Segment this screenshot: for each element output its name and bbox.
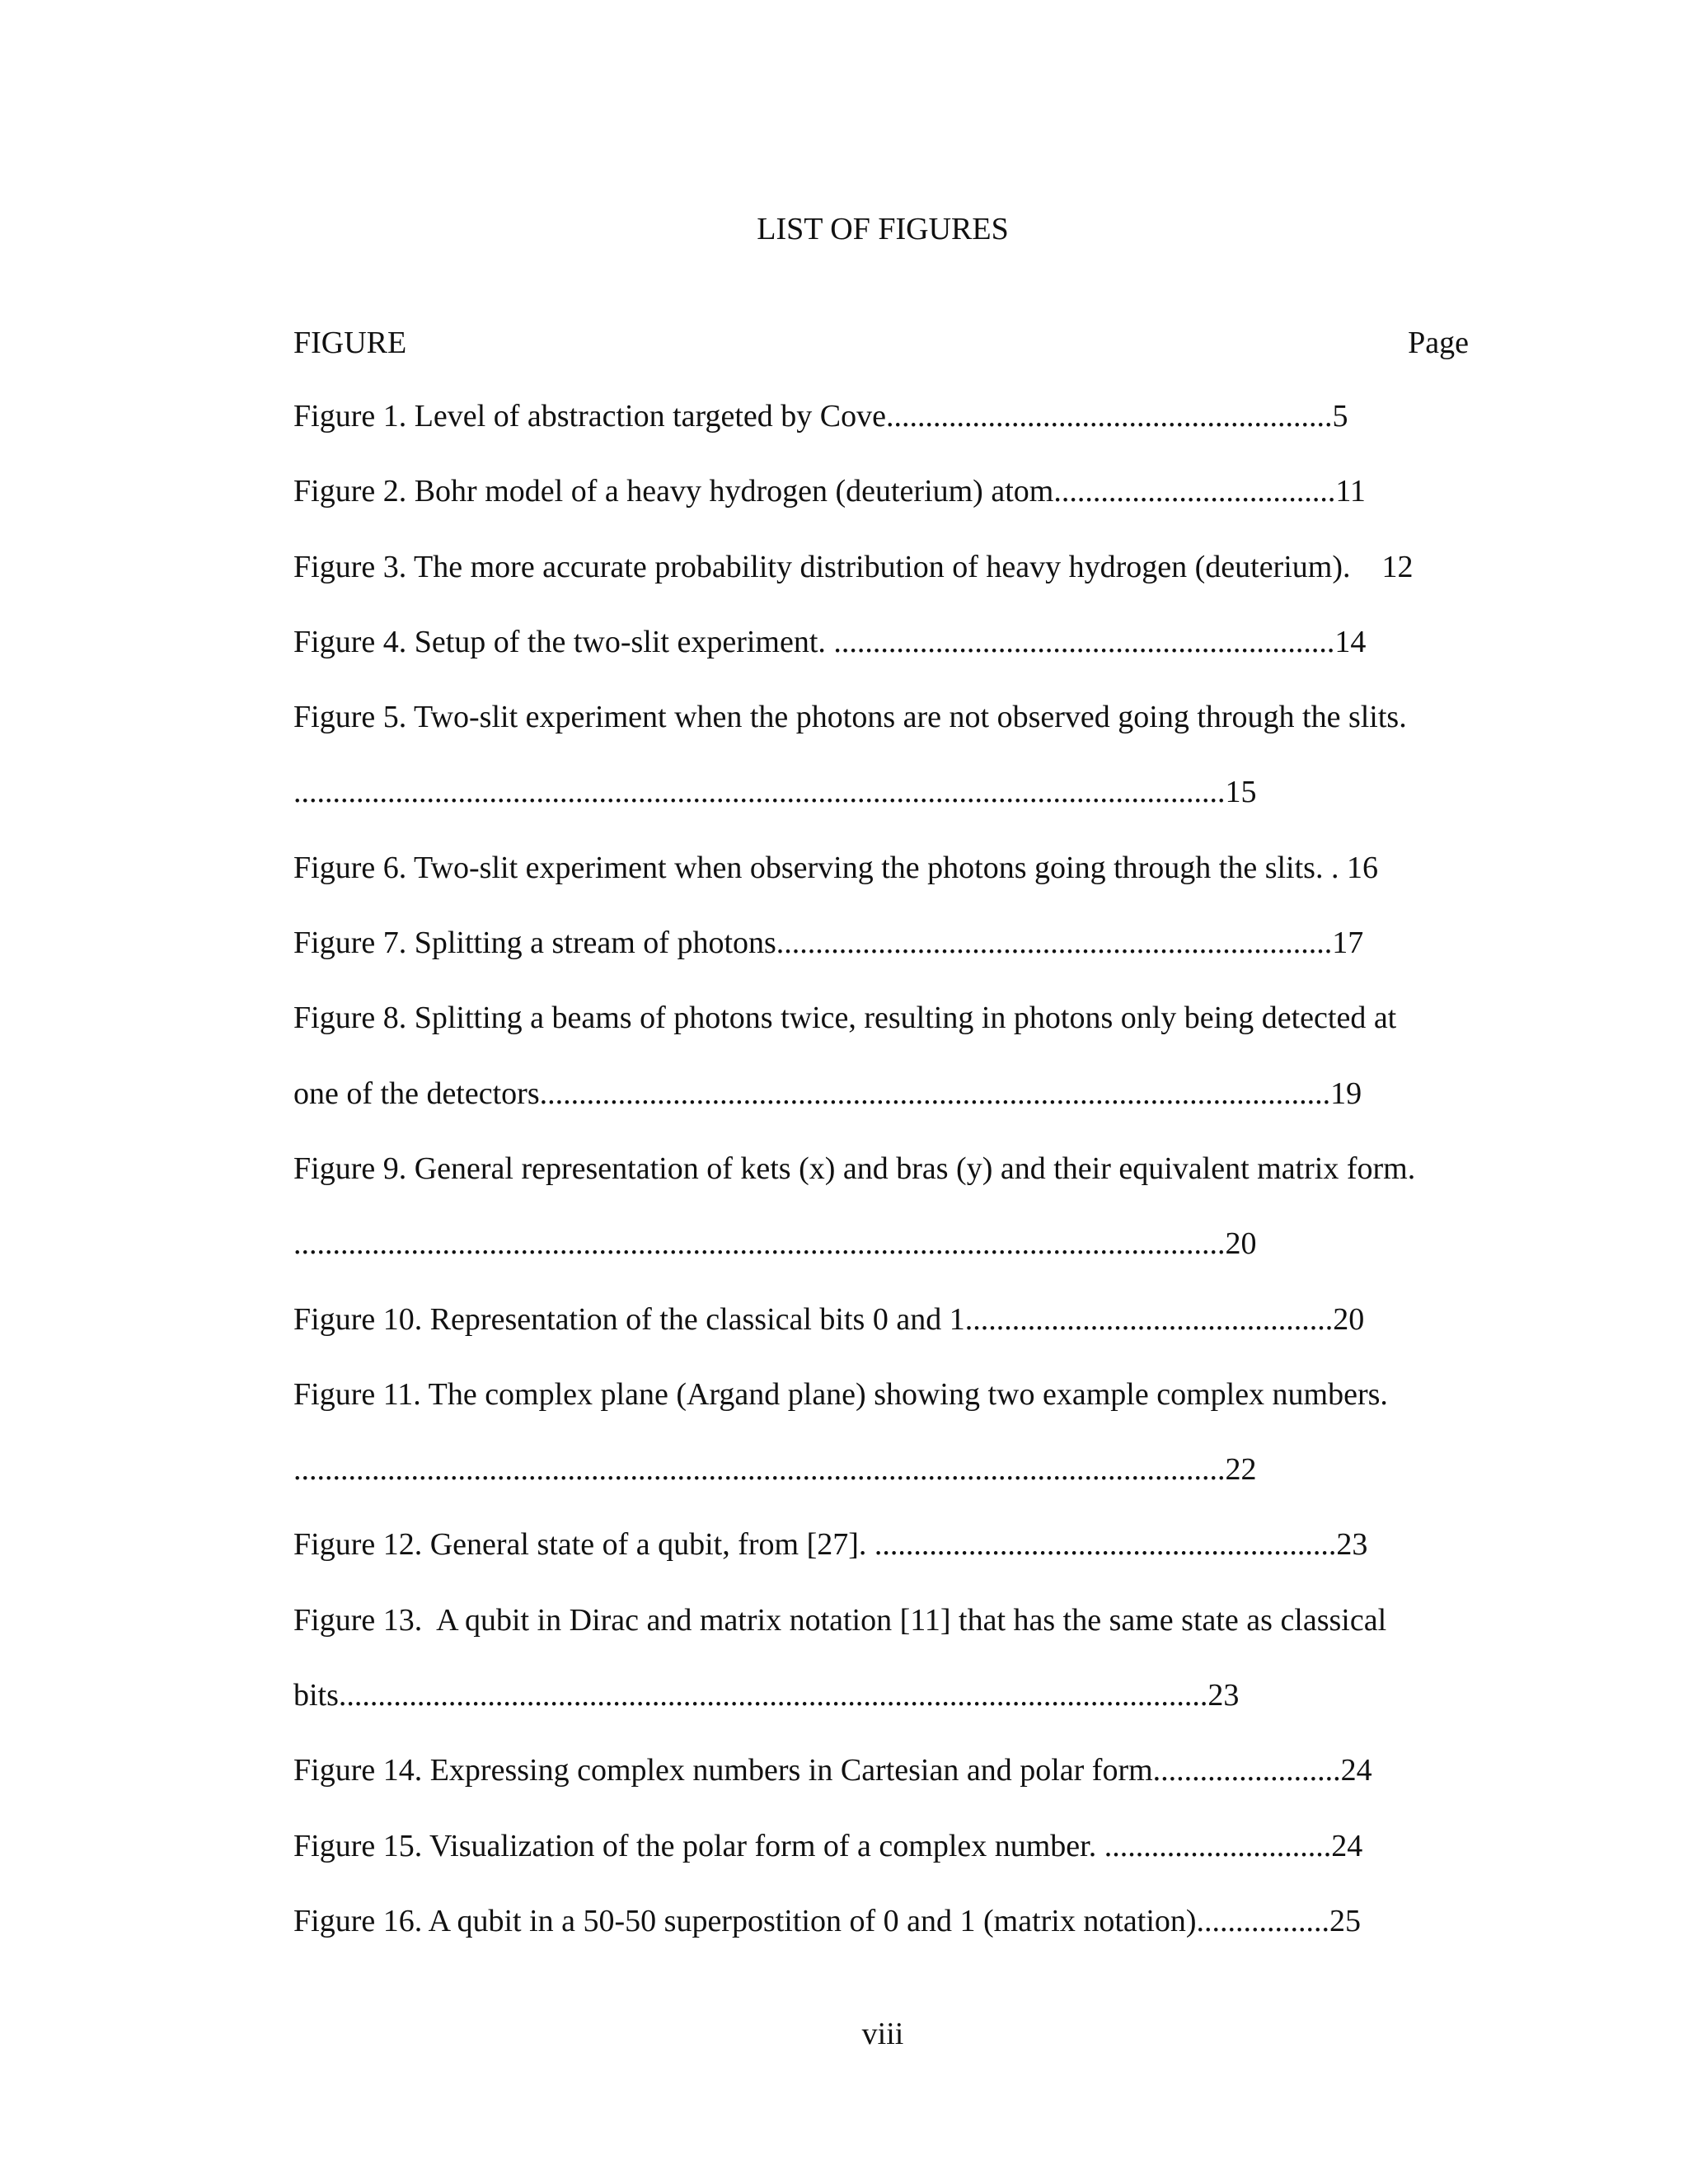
toc-line: Figure 13. A qubit in Dirac and matrix notation [11] that has the same state as classical [293, 1602, 1387, 1638]
toc-line: Figure 14. Expressing complex numbers in Cartesian and polar form........................24 [293, 1753, 1372, 1788]
toc-line: Figure 5. Two-slit experiment when the photons are not observed going through the slits. [293, 700, 1407, 735]
toc-line: .......................................................................................................................20 [293, 1226, 1257, 1262]
toc-line: Figure 11. The complex plane (Argand plane) showing two example complex numbers. [293, 1376, 1388, 1412]
toc-line: Figure 12. General state of a qubit, from [27]. ...........................................................23 [293, 1527, 1368, 1563]
toc-line: .......................................................................................................................15 [293, 775, 1257, 810]
toc-line: Figure 10. Representation of the classical bits 0 and 1...............................................20 [293, 1301, 1365, 1337]
toc-line: Figure 15. Visualization of the polar form of a complex number. .............................24 [293, 1828, 1363, 1863]
list-of-figures [293, 395, 1480, 1975]
page-title: LIST OF FIGURES [757, 212, 1009, 246]
toc-line: Figure 2. Bohr model of a heavy hydrogen (deuterium) atom....................................11 [293, 474, 1366, 509]
toc-line: Figure 6. Two-slit experiment when observing the photons going through the slits. . 16 [293, 850, 1378, 885]
toc-line: Figure 7. Splitting a stream of photons.......................................................................17 [293, 926, 1364, 961]
figure-column-header: FIGURE [293, 326, 407, 360]
toc-line: one of the detectors.....................................................................................................19 [293, 1076, 1362, 1111]
page-column-header: Page [1408, 326, 1469, 360]
toc-line: Figure 9. General representation of kets (x) and bras (y) and their equivalent matrix form. [293, 1151, 1416, 1186]
toc-line: bits...............................................................................................................23 [293, 1678, 1240, 1713]
toc-line: Figure 16. A qubit in a 50-50 superpostition of 0 and 1 (matrix notation).................25 [293, 1903, 1362, 1938]
toc-line: Figure 4. Setup of the two-slit experiment. ................................................................14 [293, 624, 1367, 659]
page-number: viii [861, 2017, 904, 2051]
toc-line: .......................................................................................................................22 [293, 1452, 1257, 1488]
toc-line: Figure 3. The more accurate probability distribution of heavy hydrogen (deuterium). 12 [293, 549, 1414, 584]
toc-line: Figure 8. Splitting a beams of photons twice, resulting in photons only being detected at [293, 1001, 1397, 1036]
toc-line: Figure 1. Level of abstraction targeted by Cove.........................................................5 [293, 399, 1348, 434]
